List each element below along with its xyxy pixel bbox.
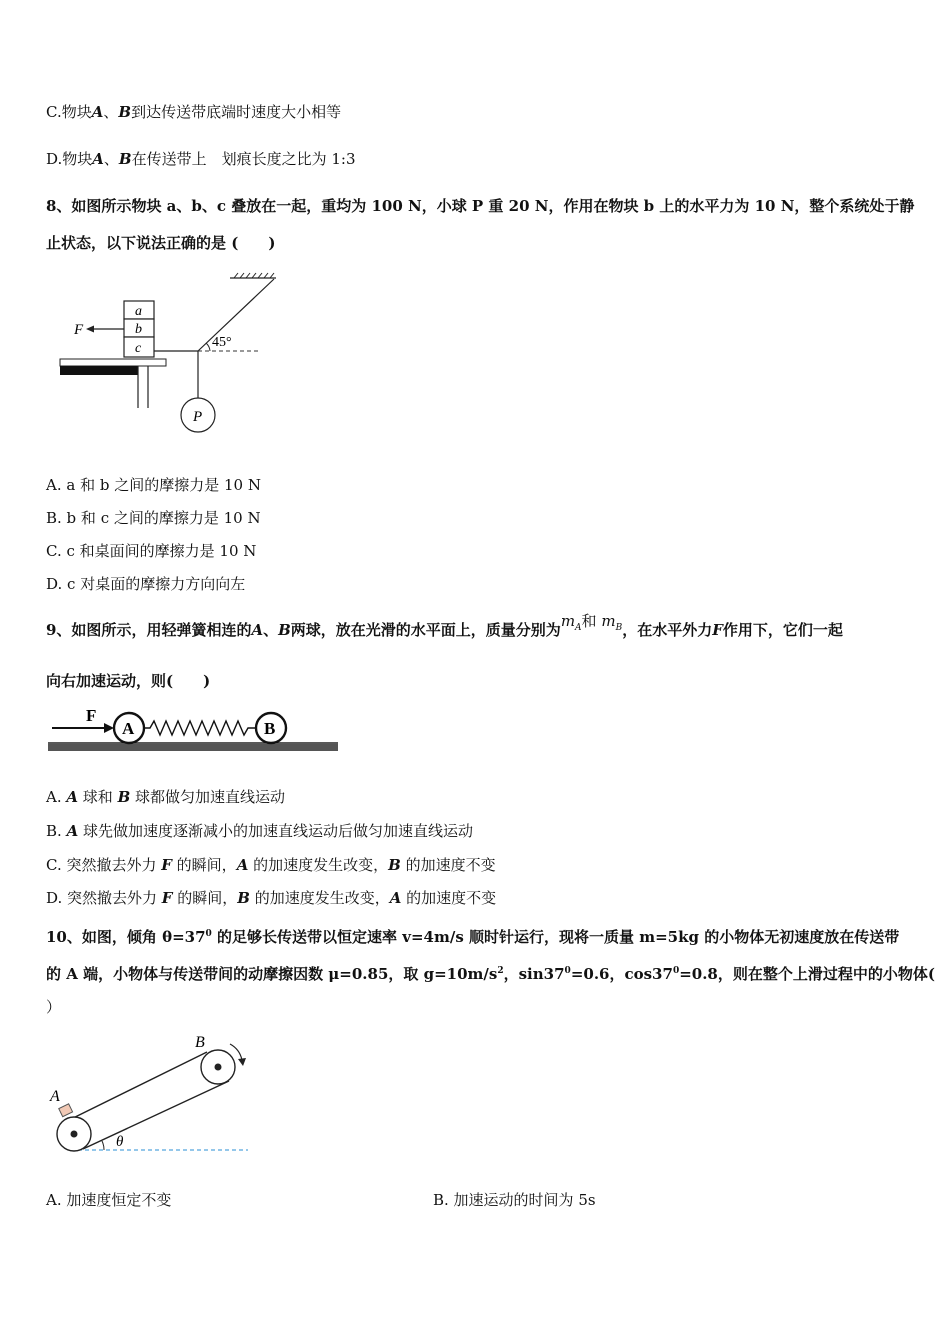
q10-stem-line3: ）	[46, 998, 62, 1016]
svg-text:a: a	[135, 304, 142, 319]
q8-figure	[44, 270, 286, 442]
svg-text:A: A	[122, 719, 135, 738]
q9-stem-line2: 向右加速运动，则( )	[46, 672, 211, 690]
svg-text:c: c	[135, 341, 142, 356]
q7-option-d: D.物块A、B在传送带上 划痕长度之比为 1:3	[46, 150, 356, 168]
q10-stem-line1: 10、如图，倾角 $\theta=37^0$ 的足够长传送带以恒定速率 v=4m/s 顺时针运行，现将一质量 m=5kg 的小物体无初速度放在传送带	[46, 928, 900, 946]
q10-option-b: B. 加速运动的时间为 5s	[433, 1191, 596, 1209]
spring	[144, 721, 256, 735]
q8-option-c: C. c 和桌面间的摩擦力是 10 N	[46, 542, 257, 560]
q8-option-d: D. c 对桌面的摩擦力方向向左	[46, 575, 246, 593]
svg-text:B: B	[264, 719, 276, 738]
small-object	[59, 1104, 73, 1117]
svg-text:A: A	[50, 1088, 60, 1105]
q8-angle-label: 45°	[212, 335, 232, 350]
q8-ball-label: P	[193, 409, 203, 425]
svg-text:F: F	[74, 322, 84, 338]
q7-option-c: C.物块A、B到达传送带底端时速度大小相等	[46, 103, 342, 121]
svg-text:B: B	[195, 1034, 205, 1051]
q9-option-b: B. A 球先做加速度逐渐减小的加速直线运动后做匀加速直线运动	[46, 822, 473, 840]
q9-figure	[46, 703, 342, 757]
q9-stem-line1: 9、如图所示，用轻弹簧相连的A、B两球，放在光滑的水平面上，质量分别为$m_A$和 $m_B$，在水平外力F作用下，它们一起	[46, 612, 843, 639]
q8-option-a: A. a 和 b 之间的摩擦力是 10 N	[46, 476, 261, 494]
q8-stem-line1: 8、如图所示物块 a、b、c 叠放在一起，重均为 100 N，小球 P 重 20 N，作用在物块 b 上的水平力为 10 N，整个系统处于静	[46, 197, 915, 215]
q10-stem-line2: 的 A 端，小物体与传送带间的动摩擦因数 μ=0.85，取 $g=10m/s^2$，$\sin 37^0=0.6$，$\cos 37^0=0.8$，则在整个上滑过程中的小物体(	[46, 965, 935, 983]
q8-option-b: B. b 和 c 之间的摩擦力是 10 N	[46, 509, 261, 527]
svg-text:F: F	[86, 706, 97, 725]
q8-stem-line2: 止状态，以下说法正确的是 ( )	[46, 234, 276, 252]
q9-option-c: C. 突然撤去外力 F 的瞬间，A 的加速度发生改变，B 的加速度不变	[46, 856, 496, 874]
q9-option-d: D. 突然撤去外力 F 的瞬间，B 的加速度发生改变，A 的加速度不变	[46, 889, 497, 907]
q10-figure	[44, 1028, 254, 1156]
q10-option-a: A. 加速度恒定不变	[46, 1191, 172, 1209]
svg-text:b: b	[135, 322, 142, 337]
svg-text:θ: θ	[116, 1134, 124, 1150]
q9-option-a: A. A 球和 B 球都做匀加速直线运动	[46, 788, 286, 806]
